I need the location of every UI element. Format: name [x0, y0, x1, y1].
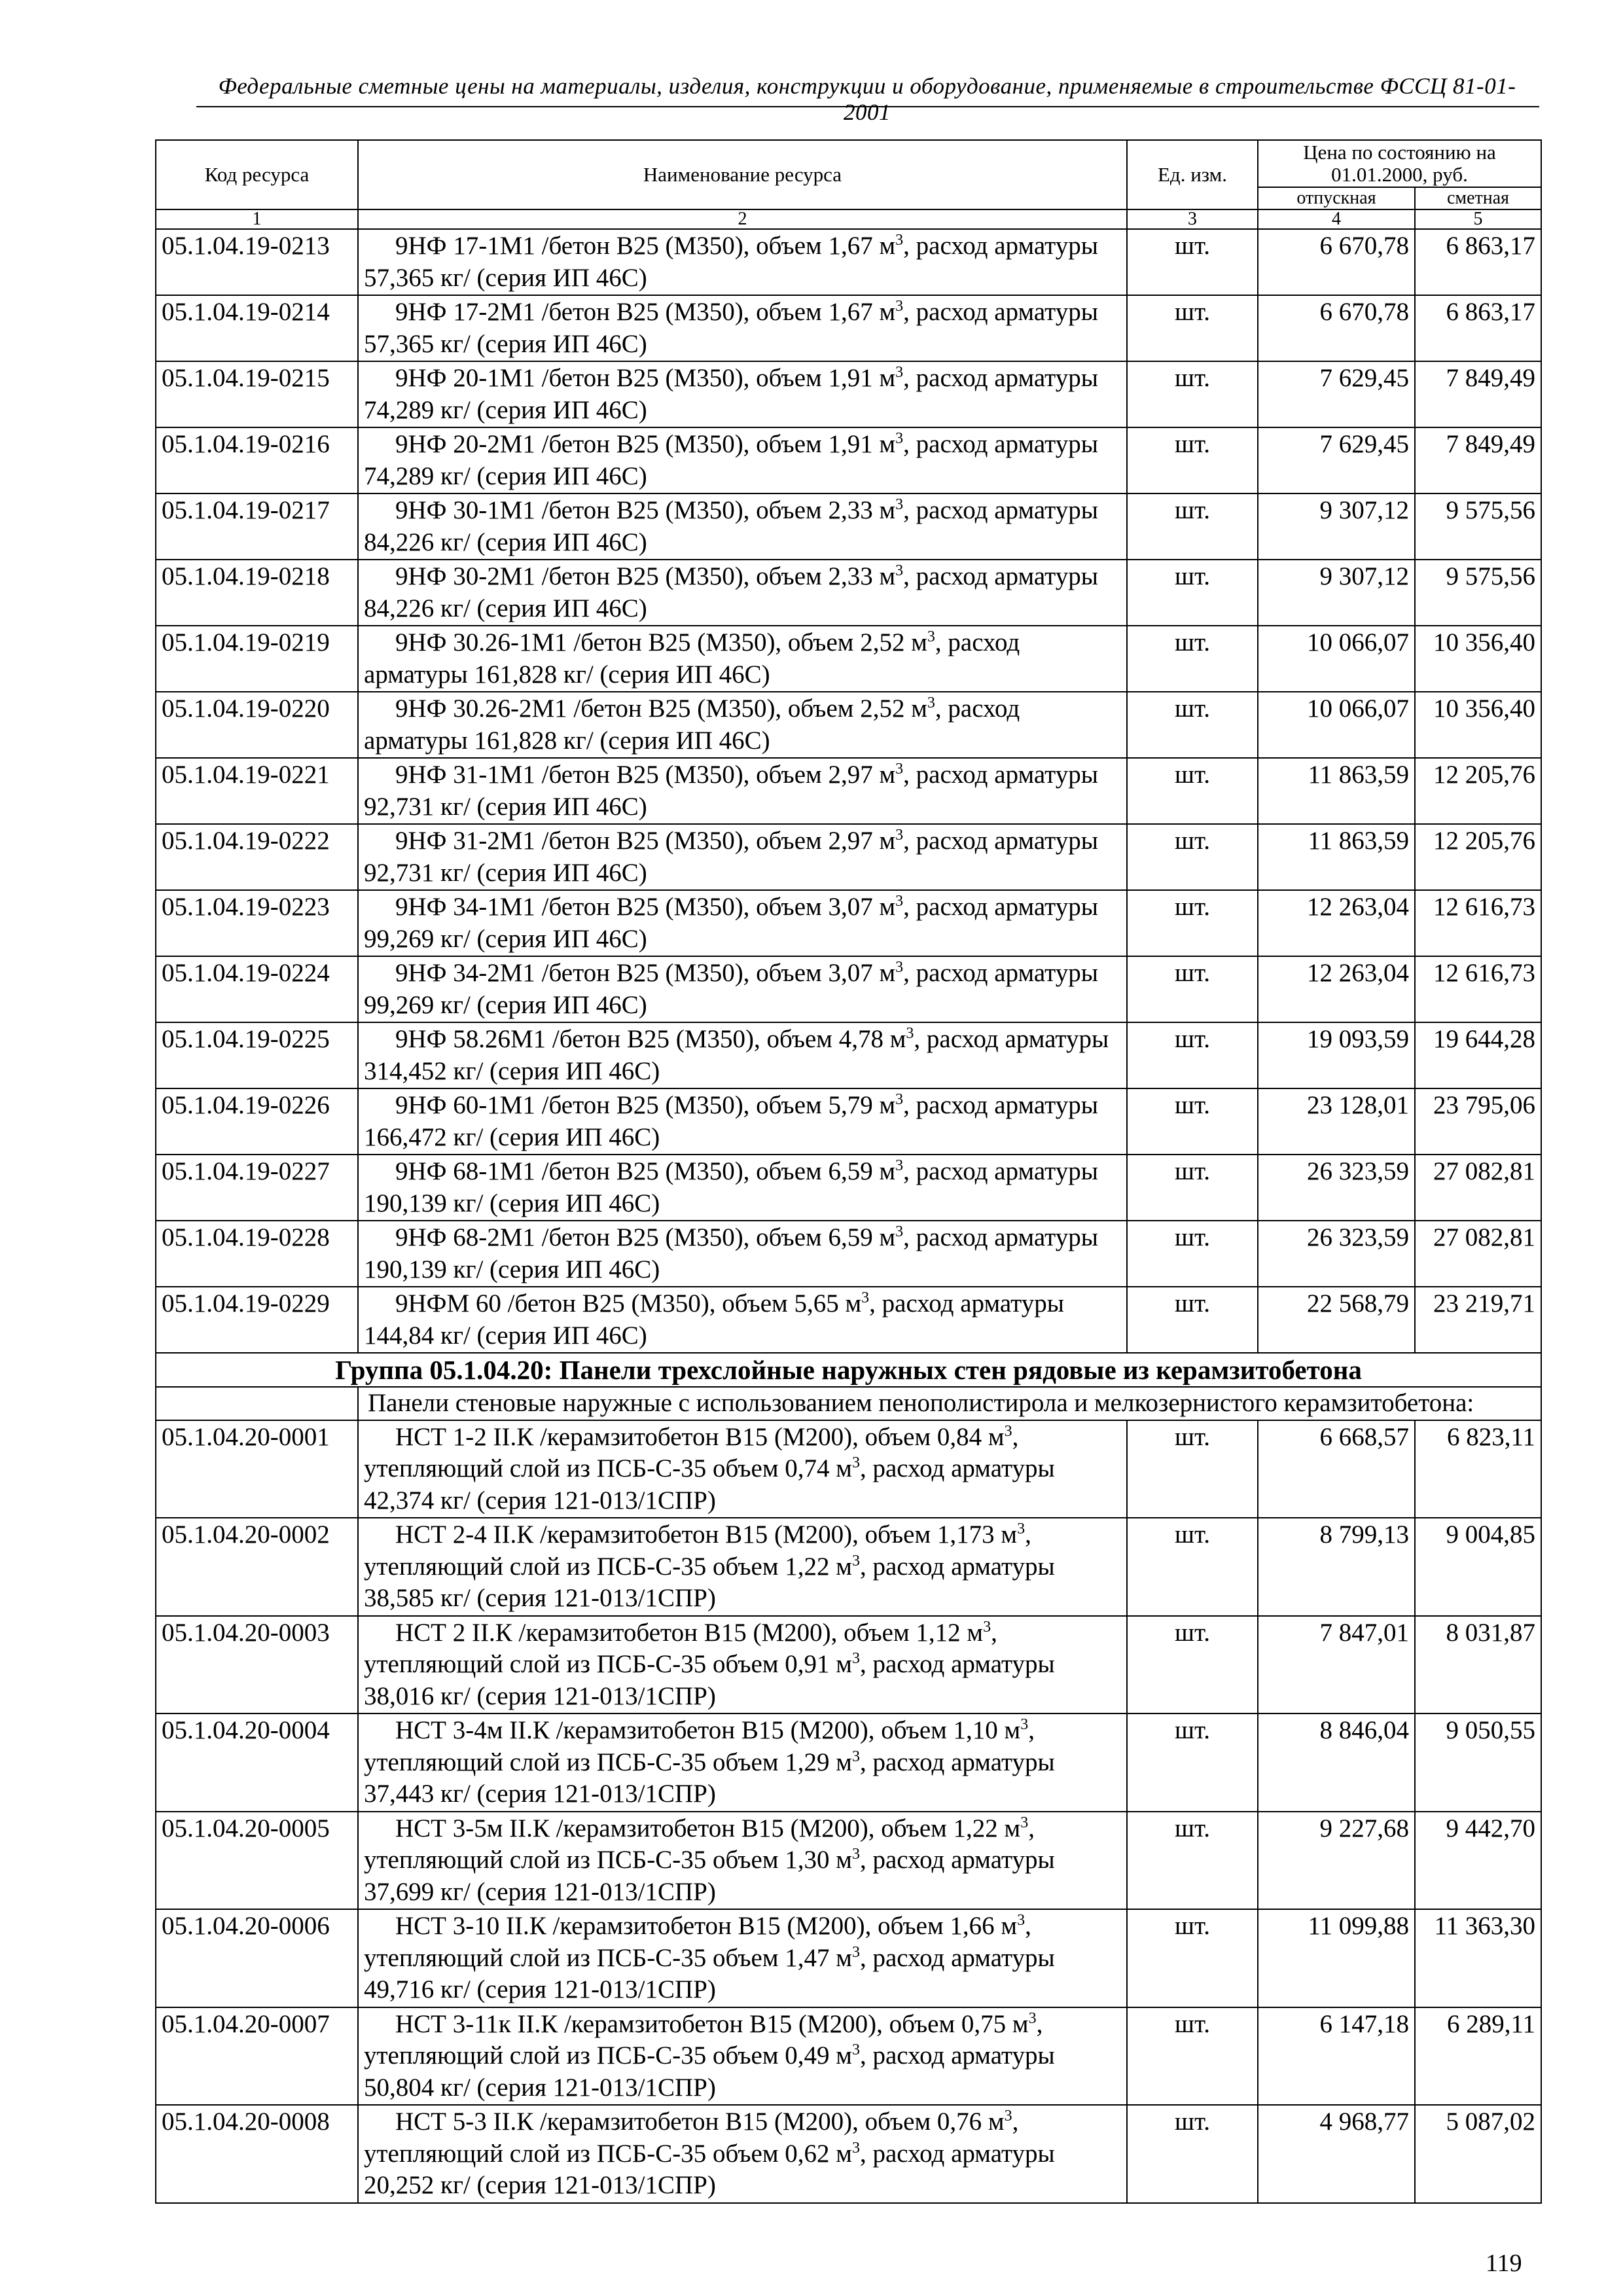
resource-name	[358, 560, 1127, 626]
estimate-price: 7 849,49	[1415, 361, 1541, 427]
estimate-price: 27 082,81	[1415, 1155, 1541, 1221]
resource-name-part: , расход арматуры 144,84 кг/ (серия ИП 46С)	[364, 1289, 1064, 1350]
cubic-superscript: 3	[895, 761, 904, 778]
unit-cell: шт.	[1127, 692, 1258, 758]
resource-name	[358, 1221, 1127, 1287]
resource-name-part: 9НФ 68-1М1 /бетон В25 (М350), объем 6,59 м	[395, 1157, 896, 1185]
resource-name	[358, 2105, 1127, 2203]
estimate-price: 12 205,76	[1415, 824, 1541, 890]
resource-name-part: НСТ 3-4м II.К /керамзитобетон В15 (М200), объем 1,10 м	[395, 1716, 1021, 1744]
group-20-rows	[156, 1420, 1541, 2203]
resource-name-part: , расход арматуры 99,269 кг/ (серия ИП 46С)	[364, 959, 1098, 1019]
cubic-superscript: 3	[851, 1846, 860, 1863]
group-20-heading	[156, 1353, 1541, 1420]
resource-code: 05.1.04.20-0004	[156, 1713, 358, 1812]
estimate-price: 9 050,55	[1415, 1713, 1541, 1812]
group-title: Группа 05.1.04.20: Панели трехслойные наружных стен рядовые из керамзитобетона	[156, 1353, 1541, 1387]
table-row	[156, 1616, 1541, 1714]
cubic-superscript: 3	[851, 2139, 860, 2157]
resource-name-part: , расход арматуры 92,731 кг/ (серия ИП 46С)	[364, 827, 1098, 887]
table-row	[156, 1812, 1541, 1910]
col-header-code: Код ресурса	[156, 140, 358, 209]
resource-name-part: , расход арматуры 166,472 кг/ (серия ИП 46С)	[364, 1091, 1098, 1151]
resource-code: 05.1.04.19-0225	[156, 1022, 358, 1088]
unit-cell: шт.	[1127, 1088, 1258, 1155]
column-number: 2	[358, 209, 1127, 229]
resource-name-part: , расход арматуры 92,731 кг/ (серия ИП 46С)	[364, 761, 1098, 821]
resource-code: 05.1.04.19-0213	[156, 229, 358, 295]
release-price: 10 066,07	[1258, 692, 1415, 758]
table-row	[156, 890, 1541, 956]
resource-code: 05.1.04.19-0216	[156, 427, 358, 493]
resource-name-part: НСТ 5-3 II.К /керамзитобетон В15 (М200), объем 0,76 м	[395, 2108, 1005, 2136]
resource-name	[358, 1812, 1127, 1910]
column-number-row	[156, 209, 1541, 229]
resource-name-part: , утепляющий слой из ПСБ-С-35 объем 1,47 м	[364, 1912, 1031, 1972]
resource-name-part: , расход арматуры 161,828 кг/ (серия ИП 46С)	[364, 694, 1020, 755]
table-row	[156, 1155, 1541, 1221]
unit-cell: шт.	[1127, 1812, 1258, 1910]
cubic-superscript: 3	[983, 1618, 991, 1636]
group-19-rows	[156, 229, 1541, 1353]
resource-name-part: НСТ 2 II.К /керамзитобетон В15 (М200), объем 1,12 м	[395, 1618, 984, 1647]
release-price: 11 863,59	[1258, 758, 1415, 824]
table-row	[156, 1088, 1541, 1155]
resource-code: 05.1.04.19-0218	[156, 560, 358, 626]
resource-name-part: НСТ 3-5м II.К /керамзитобетон В15 (М200), объем 1,22 м	[395, 1814, 1021, 1842]
cubic-superscript: 3	[851, 2041, 860, 2058]
resource-name-part: , расход арматуры 74,289 кг/ (серия ИП 46С)	[364, 364, 1098, 424]
col-header-release: отпускная	[1258, 187, 1415, 209]
resource-name-part: , расход арматуры 20,252 кг/ (серия 121-013/1СПР)	[364, 2139, 1055, 2199]
table-row	[156, 1713, 1541, 1812]
cubic-superscript: 3	[895, 496, 904, 513]
resource-name-part: , расход арматуры 99,269 кг/ (серия ИП 46С)	[364, 893, 1098, 953]
cubic-superscript: 3	[895, 562, 904, 579]
resource-name	[358, 1022, 1127, 1088]
resource-name-part: , расход арматуры 37,443 кг/ (серия 121-013/1СПР)	[364, 1748, 1055, 1808]
resource-name-part: , утепляющий слой из ПСБ-С-35 объем 1,30 м	[364, 1814, 1035, 1874]
column-number: 3	[1127, 209, 1258, 229]
unit-cell: шт.	[1127, 229, 1258, 295]
resource-name	[358, 824, 1127, 890]
resource-code: 05.1.04.19-0221	[156, 758, 358, 824]
estimate-price: 11 363,30	[1415, 1909, 1541, 2007]
table-row	[156, 427, 1541, 493]
release-price: 22 568,79	[1258, 1287, 1415, 1353]
resource-code: 05.1.04.19-0220	[156, 692, 358, 758]
release-price: 6 670,78	[1258, 295, 1415, 361]
resource-name-part: , утепляющий слой из ПСБ-С-35 объем 1,29 м	[364, 1716, 1035, 1776]
cubic-superscript: 3	[895, 1157, 904, 1174]
resource-name	[358, 956, 1127, 1022]
resource-name-part: 9НФ 30.26-1М1 /бетон В25 (М350), объем 2,52 м	[395, 628, 927, 656]
resource-name-part: , расход арматуры 161,828 кг/ (серия ИП 46С)	[364, 628, 1020, 689]
resource-name-part: , утепляющий слой из ПСБ-С-35 объем 1,22 м	[364, 1520, 1031, 1581]
resource-name	[358, 295, 1127, 361]
unit-cell: шт.	[1127, 1616, 1258, 1714]
unit-cell: шт.	[1127, 2105, 1258, 2203]
column-number: 5	[1415, 209, 1541, 229]
resource-name-part: НСТ 1-2 II.К /керамзитобетон В15 (М200), объем 0,84 м	[395, 1422, 1005, 1451]
resource-name-part: 9НФ 17-2М1 /бетон В25 (М350), объем 1,67 м	[395, 298, 896, 326]
estimate-price: 6 863,17	[1415, 295, 1541, 361]
release-price: 8 846,04	[1258, 1713, 1415, 1812]
resource-name	[358, 1909, 1127, 2007]
table-row	[156, 626, 1541, 692]
resource-code: 05.1.04.19-0223	[156, 890, 358, 956]
cubic-superscript: 3	[895, 298, 904, 315]
cubic-superscript: 3	[895, 1223, 904, 1240]
release-price: 12 263,04	[1258, 890, 1415, 956]
resource-name	[358, 1420, 1127, 1518]
unit-cell: шт.	[1127, 1155, 1258, 1221]
resource-name-part: 9НФ 60-1М1 /бетон В25 (М350), объем 5,79 м	[395, 1091, 896, 1119]
resource-name-part: , расход арматуры 50,804 кг/ (серия 121-013/1СПР)	[364, 2041, 1055, 2102]
resource-code: 05.1.04.20-0006	[156, 1909, 358, 2007]
estimate-price: 9 575,56	[1415, 560, 1541, 626]
unit-cell: шт.	[1127, 626, 1258, 692]
unit-cell: шт.	[1127, 956, 1258, 1022]
resource-name-part: 9НФ 20-1М1 /бетон В25 (М350), объем 1,91 м	[395, 364, 896, 392]
release-price: 7 847,01	[1258, 1616, 1415, 1714]
table-row	[156, 560, 1541, 626]
cubic-superscript: 3	[861, 1289, 870, 1306]
estimate-price: 9 004,85	[1415, 1518, 1541, 1616]
cubic-superscript: 3	[1020, 1814, 1029, 1831]
resource-name-part: 9НФ 34-2М1 /бетон В25 (М350), объем 3,07 м	[395, 959, 896, 987]
resource-name-part: , расход арматуры 74,289 кг/ (серия ИП 46С)	[364, 430, 1098, 490]
release-price: 11 863,59	[1258, 824, 1415, 890]
estimate-price: 10 356,40	[1415, 692, 1541, 758]
resource-code: 05.1.04.19-0222	[156, 824, 358, 890]
table-row	[156, 295, 1541, 361]
release-price: 11 099,88	[1258, 1909, 1415, 2007]
resource-name-part: 9НФМ 60 /бетон В25 (М350), объем 5,65 м	[395, 1289, 862, 1318]
unit-cell: шт.	[1127, 2007, 1258, 2106]
resource-name-part: 9НФ 30-1М1 /бетон В25 (М350), объем 2,33 м	[395, 496, 896, 524]
estimate-price: 12 205,76	[1415, 758, 1541, 824]
resource-code: 05.1.04.20-0003	[156, 1616, 358, 1714]
resource-name	[358, 758, 1127, 824]
cubic-superscript: 3	[895, 364, 904, 381]
unit-cell: шт.	[1127, 890, 1258, 956]
table-row	[156, 2105, 1541, 2203]
unit-cell: шт.	[1127, 427, 1258, 493]
resource-name-part: 9НФ 31-1М1 /бетон В25 (М350), объем 2,97 м	[395, 761, 896, 789]
cubic-superscript: 3	[927, 628, 935, 645]
resource-name-part: 9НФ 31-2М1 /бетон В25 (М350), объем 2,97 м	[395, 827, 896, 855]
col-header-unit: Ед. изм.	[1127, 140, 1258, 209]
cubic-superscript: 3	[1004, 1422, 1012, 1440]
resource-name	[358, 229, 1127, 295]
unit-cell: шт.	[1127, 295, 1258, 361]
resource-name-part: , расход арматуры 57,365 кг/ (серия ИП 46С)	[364, 232, 1098, 292]
table-row	[156, 493, 1541, 560]
release-price: 4 968,77	[1258, 2105, 1415, 2203]
resource-name-part: НСТ 3-10 II.К /керамзитобетон В15 (М200), объем 1,66 м	[395, 1912, 1018, 1940]
estimate-price: 10 356,40	[1415, 626, 1541, 692]
group-intro: Панели стеновые наружные с использованием пенополистирола и мелкозернистого керамзитобетона:	[358, 1387, 1541, 1420]
resource-name	[358, 692, 1127, 758]
cubic-superscript: 3	[851, 1650, 860, 1667]
resource-name-part: , расход арматуры 42,374 кг/ (серия 121-013/1СПР)	[364, 1454, 1055, 1515]
table-row	[156, 1909, 1541, 2007]
resource-name	[358, 626, 1127, 692]
release-price: 8 799,13	[1258, 1518, 1415, 1616]
unit-cell: шт.	[1127, 758, 1258, 824]
cubic-superscript: 3	[895, 1091, 904, 1108]
estimate-price: 27 082,81	[1415, 1221, 1541, 1287]
unit-cell: шт.	[1127, 1420, 1258, 1518]
release-price: 12 263,04	[1258, 956, 1415, 1022]
resource-price-table	[155, 139, 1542, 2204]
resource-name	[358, 1088, 1127, 1155]
resource-name	[358, 1616, 1127, 1714]
resource-code: 05.1.04.19-0226	[156, 1088, 358, 1155]
release-price: 6 147,18	[1258, 2007, 1415, 2106]
resource-code: 05.1.04.20-0001	[156, 1420, 358, 1518]
resource-name-part: 9НФ 30.26-2М1 /бетон В25 (М350), объем 2,52 м	[395, 694, 927, 723]
header-rule	[196, 106, 1539, 107]
resource-code: 05.1.04.19-0228	[156, 1221, 358, 1287]
resource-name	[358, 361, 1127, 427]
unit-cell: шт.	[1127, 824, 1258, 890]
resource-code: 05.1.04.19-0229	[156, 1287, 358, 1353]
resource-name-part: , утепляющий слой из ПСБ-С-35 объем 0,74 м	[364, 1422, 1019, 1482]
cubic-superscript: 3	[927, 694, 935, 711]
release-price: 9 307,12	[1258, 560, 1415, 626]
table-row	[156, 1022, 1541, 1088]
resource-name	[358, 2007, 1127, 2106]
resource-code: 05.1.04.20-0005	[156, 1812, 358, 1910]
release-price: 6 668,57	[1258, 1420, 1415, 1518]
table-row	[156, 824, 1541, 890]
unit-cell: шт.	[1127, 1221, 1258, 1287]
estimate-price: 6 863,17	[1415, 229, 1541, 295]
table-row	[156, 2007, 1541, 2106]
resource-code: 05.1.04.20-0008	[156, 2105, 358, 2203]
resource-name-part: , расход арматуры 38,585 кг/ (серия 121-013/1СПР)	[364, 1552, 1055, 1612]
resource-name-part: , утепляющий слой из ПСБ-С-35 объем 0,91 м	[364, 1618, 997, 1678]
table-row	[156, 692, 1541, 758]
unit-cell: шт.	[1127, 1518, 1258, 1616]
resource-code: 05.1.04.20-0002	[156, 1518, 358, 1616]
col-header-price: Цена по состоянию на 01.01.2000, руб.	[1258, 140, 1541, 187]
estimate-price: 6 289,11	[1415, 2007, 1541, 2106]
cubic-superscript: 3	[895, 959, 904, 976]
cubic-superscript: 3	[1020, 1716, 1029, 1733]
estimate-price: 19 644,28	[1415, 1022, 1541, 1088]
estimate-price: 5 087,02	[1415, 2105, 1541, 2203]
estimate-price: 9 442,70	[1415, 1812, 1541, 1910]
resource-name	[358, 1155, 1127, 1221]
col-header-estimate: сметная	[1415, 187, 1541, 209]
document-header: Федеральные сметные цены на материалы, изделия, конструкции и оборудование, применяемые в строительстве ФССЦ 81-01-2001	[218, 73, 1516, 125]
resource-name-part: , расход арматуры 57,365 кг/ (серия ИП 46С)	[364, 298, 1098, 358]
resource-name-part: , расход арматуры 314,452 кг/ (серия ИП 46С)	[364, 1025, 1109, 1085]
resource-name	[358, 1713, 1127, 1812]
cubic-superscript: 3	[895, 430, 904, 447]
resource-name-part: 9НФ 34-1М1 /бетон В25 (М350), объем 3,07 м	[395, 893, 896, 921]
resource-name	[358, 890, 1127, 956]
cubic-superscript: 3	[895, 232, 904, 249]
resource-name-part: , расход арматуры 49,716 кг/ (серия 121-013/1СПР)	[364, 1943, 1055, 2003]
cubic-superscript: 3	[851, 1748, 860, 1765]
resource-name	[358, 493, 1127, 560]
release-price: 26 323,59	[1258, 1155, 1415, 1221]
resource-name-part: , расход арматуры 84,226 кг/ (серия ИП 46С)	[364, 496, 1098, 556]
resource-name-part: , расход арматуры 37,699 кг/ (серия 121-013/1СПР)	[364, 1846, 1055, 1906]
resource-name-part: , расход арматуры 190,139 кг/ (серия ИП 46С)	[364, 1223, 1098, 1283]
resource-code: 05.1.04.19-0217	[156, 493, 358, 560]
resource-code: 05.1.04.19-0219	[156, 626, 358, 692]
estimate-price: 6 823,11	[1415, 1420, 1541, 1518]
resource-name-part: 9НФ 17-1М1 /бетон В25 (М350), объем 1,67 м	[395, 232, 896, 260]
column-number: 1	[156, 209, 358, 229]
resource-name	[358, 1518, 1127, 1616]
cubic-superscript: 3	[895, 827, 904, 844]
resource-name-part: , расход арматуры 84,226 кг/ (серия ИП 46С)	[364, 562, 1098, 622]
resource-name-part: 9НФ 68-2М1 /бетон В25 (М350), объем 6,59 м	[395, 1223, 896, 1251]
cubic-superscript: 3	[1004, 2108, 1012, 2125]
estimate-price: 12 616,73	[1415, 890, 1541, 956]
unit-cell: шт.	[1127, 361, 1258, 427]
cubic-superscript: 3	[1017, 1912, 1026, 1929]
unit-cell: шт.	[1127, 1287, 1258, 1353]
resource-code: 05.1.04.19-0227	[156, 1155, 358, 1221]
release-price: 9 307,12	[1258, 493, 1415, 560]
unit-cell: шт.	[1127, 1022, 1258, 1088]
table-row	[156, 956, 1541, 1022]
estimate-price: 7 849,49	[1415, 427, 1541, 493]
resource-code: 05.1.04.19-0215	[156, 361, 358, 427]
release-price: 9 227,68	[1258, 1812, 1415, 1910]
release-price: 26 323,59	[1258, 1221, 1415, 1287]
resource-name-part: , утепляющий слой из ПСБ-С-35 объем 0,62 м	[364, 2108, 1019, 2168]
resource-name-part: НСТ 3-11к II.К /керамзитобетон В15 (М200), объем 0,75 м	[395, 2009, 1029, 2038]
estimate-price: 23 795,06	[1415, 1088, 1541, 1155]
unit-cell: шт.	[1127, 1909, 1258, 2007]
release-price: 10 066,07	[1258, 626, 1415, 692]
table-row	[156, 1221, 1541, 1287]
resource-code: 05.1.04.19-0214	[156, 295, 358, 361]
release-price: 7 629,45	[1258, 427, 1415, 493]
col-header-name: Наименование ресурса	[358, 140, 1127, 209]
estimate-price: 12 616,73	[1415, 956, 1541, 1022]
estimate-price: 8 031,87	[1415, 1616, 1541, 1714]
resource-name-part: 9НФ 30-2М1 /бетон В25 (М350), объем 2,33 м	[395, 562, 896, 590]
resource-name	[358, 427, 1127, 493]
resource-name-part: , утепляющий слой из ПСБ-С-35 объем 0,49 м	[364, 2009, 1043, 2070]
unit-cell: шт.	[1127, 493, 1258, 560]
cubic-superscript: 3	[1017, 1520, 1026, 1537]
resource-name-part: , расход арматуры 190,139 кг/ (серия ИП 46С)	[364, 1157, 1098, 1217]
release-price: 7 629,45	[1258, 361, 1415, 427]
unit-cell: шт.	[1127, 1713, 1258, 1812]
estimate-price: 23 219,71	[1415, 1287, 1541, 1353]
resource-code: 05.1.04.20-0007	[156, 2007, 358, 2106]
page-number: 119	[1486, 2250, 1522, 2277]
resource-name-part: 9НФ 58.26М1 /бетон В25 (М350), объем 4,78 м	[395, 1025, 906, 1053]
estimate-price: 9 575,56	[1415, 493, 1541, 560]
table-row	[156, 1287, 1541, 1353]
table-row	[156, 1518, 1541, 1616]
cubic-superscript: 3	[906, 1025, 914, 1042]
column-number: 4	[1258, 209, 1415, 229]
cubic-superscript: 3	[851, 1454, 860, 1471]
cubic-superscript: 3	[895, 893, 904, 910]
unit-cell: шт.	[1127, 560, 1258, 626]
release-price: 19 093,59	[1258, 1022, 1415, 1088]
cubic-superscript: 3	[851, 1552, 860, 1570]
release-price: 6 670,78	[1258, 229, 1415, 295]
resource-name	[358, 1287, 1127, 1353]
table-row	[156, 1420, 1541, 1518]
resource-name-part: НСТ 2-4 II.К /керамзитобетон В15 (М200), объем 1,173 м	[395, 1520, 1018, 1549]
table-row	[156, 361, 1541, 427]
cubic-superscript: 3	[851, 1943, 860, 1961]
cubic-superscript: 3	[1028, 2009, 1037, 2027]
intro-code-cell	[156, 1387, 358, 1420]
resource-code: 05.1.04.19-0224	[156, 956, 358, 1022]
resource-name-part: 9НФ 20-2М1 /бетон В25 (М350), объем 1,91 м	[395, 430, 896, 458]
table-row	[156, 758, 1541, 824]
table-row	[156, 229, 1541, 295]
resource-name-part: , расход арматуры 38,016 кг/ (серия 121-013/1СПР)	[364, 1650, 1055, 1710]
release-price: 23 128,01	[1258, 1088, 1415, 1155]
